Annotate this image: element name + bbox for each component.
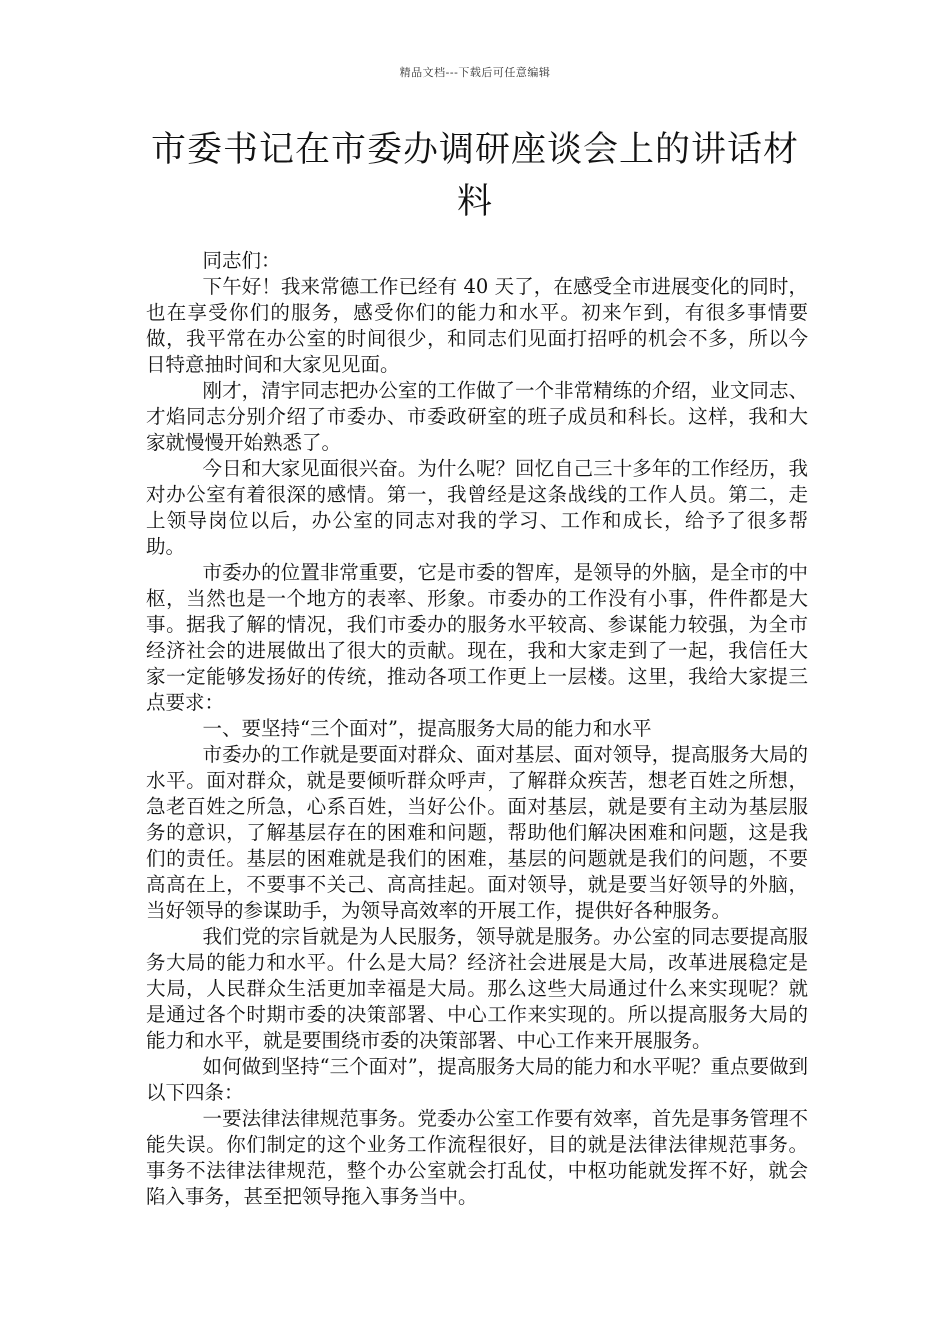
section-heading: 一、要坚持“三个面对”，提高服务大局的能力和水平 (202, 717, 652, 740)
document-title: 市委书记在市委办调研座谈会上的讲话材料 (150, 130, 799, 222)
salutation: 同志们： (202, 249, 281, 272)
header-note: 精品文档---下载后可任意编辑 (399, 66, 551, 79)
paragraph: 今日和大家见面很兴奋。为什么呢？回忆自己三十多年的工作经历，我对办公室有着很深的感情。第一，我曾经是这条战线的工作人员。第二，走上领导岗位以后，办公室的同志对我的学习、工作和成长，给予了很多帮助。 (146, 457, 808, 558)
document-body (146, 248, 808, 1210)
paragraph: 我们党的宗旨就是为人民服务，领导就是服务。办公室的同志要提高服务大局的能力和水平。什么是大局？经济社会进展是大局，改革进展稳定是大局，人民群众生活更加幸福是大局。那么这些大局通过什么来实现呢？就是通过各个时期市委的决策部署、中心工作来实现的。所以提高服务大局的能力和水平，就是要围绕市委的决策部署、中心工作来开展服务。 (146, 925, 808, 1052)
paragraph: 市委办的位置非常重要，它是市委的智库，是领导的外脑，是全市的中枢，当然也是一个地方的表率、形象。市委办的工作没有小事，件件都是大事。据我了解的情况，我们市委办的服务水平较高、参谋能力较强，为全市经济社会的进展做出了很大的贡献。现在，我和大家走到了一起，我信任大家一定能够发扬好的传统，推动各项工作更上一层楼。这里，我给大家提三点要求： (146, 561, 808, 714)
paragraph: 市委办的工作就是要面对群众、面对基层、面对领导，提高服务大局的水平。面对群众，就是要倾听群众呼声，了解群众疾苦，想老百姓之所想，急老百姓之所急，心系百姓，当好公仆。面对基层，就是要有主动为基层服务的意识，了解基层存在的困难和问题，帮助他们解决困难和问题，这是我们的责任。基层的困难就是我们的困难，基层的问题就是我们的问题，不要高高在上，不要事不关己、高高挂起。面对领导，就是要当好领导的外脑，当好领导的参谋助手，为领导高效率的开展工作，提供好各种服务。 (146, 743, 808, 922)
paragraph: 一要法律法律规范事务。党委办公室工作要有效率，首先是事务管理不能失误。你们制定的这个业务工作流程很好，目的就是法律法律规范事务。事务不法律法律规范，整个办公室就会打乱仗，中枢功能就发挥不好，就会陷入事务，甚至把领导拖入事务当中。 (146, 1107, 808, 1208)
paragraph: 如何做到坚持“三个面对”，提高服务大局的能力和水平呢？重点要做到以下四条： (146, 1055, 808, 1104)
paragraph: 下午好！我来常德工作已经有 40 天了，在感受全市进展变化的同时，也在享受你们的服务，感受你们的能力和水平。初来乍到，有很多事情要做，我平常在办公室的时间很少，和同志们见面打招呼的机会不多，所以今日特意抽时间和大家见见面。 (146, 275, 808, 376)
paragraph: 刚才，清宇同志把办公室的工作做了一个非常精练的介绍，业文同志、才焰同志分别介绍了市委办、市委政研室的班子成员和科长。这样，我和大家就慢慢开始熟悉了。 (146, 379, 808, 454)
